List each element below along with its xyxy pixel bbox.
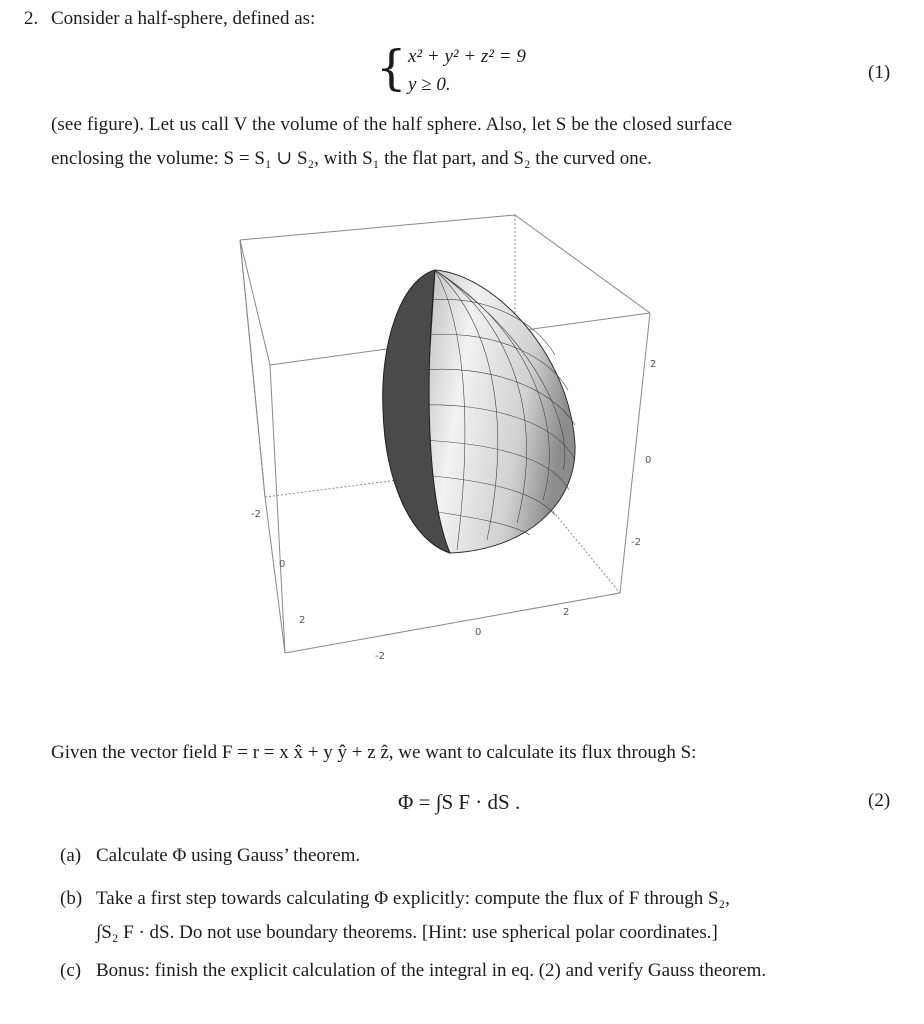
curved-surface-s2 (420, 270, 575, 553)
tick-left-1: -2 (251, 509, 261, 520)
paragraph-1-line-2: enclosing the volume: S = S₁ ∪ S₂, with S₁ the flat part, and S₂ the curved one. (51, 148, 652, 169)
tick-left-2: 0 (279, 559, 286, 570)
part-a-label: (a) (60, 845, 82, 866)
part-b-text-2: ∫S₂ F · dS. Do not use boundary theorems. [Hint: use spherical polar coordinates.] (96, 922, 718, 943)
problem-number: 2. (24, 8, 39, 29)
part-b-text: Take a first step towards calculating Φ explicitly: compute the flux of F through S₂, (96, 888, 730, 909)
half-sphere-figure (225, 205, 695, 675)
system-equation-1: x² + y² + z² = 9 (408, 46, 526, 67)
tick-bottom-3: 2 (563, 607, 570, 618)
flux-equation: Φ = ∫S F · dS . (398, 790, 521, 814)
part-a-text: Calculate Φ using Gauss’ theorem. (96, 845, 361, 866)
part-c-label: (c) (60, 960, 82, 981)
tick-bottom-1: -2 (375, 651, 385, 662)
tick-right-2: 0 (645, 455, 652, 466)
tick-right-3: -2 (631, 537, 641, 548)
paragraph-1-line-1: (see figure). Let us call V the volume of the half sphere. Also, let S be the closed surface (51, 114, 733, 135)
part-c-text: Bonus: finish the explicit calculation of the integral in eq. (2) and verify Gauss theorem. (96, 960, 767, 981)
tick-right-1: 2 (650, 359, 657, 370)
system-brace: { (376, 40, 407, 96)
tick-left-3: 2 (299, 615, 306, 626)
part-b-label: (b) (60, 888, 83, 909)
equation-label-1: (1) (868, 62, 891, 83)
system-equation-2: y ≥ 0. (408, 74, 451, 95)
tick-bottom-2: 0 (475, 627, 482, 638)
equation-label-2: (2) (868, 790, 891, 811)
problem-intro: Consider a half-sphere, defined as: (51, 8, 316, 29)
paragraph-2: Given the vector field F = r = x x̂ + y ŷ + z ẑ, we want to calculate its flux through S: (51, 742, 697, 763)
